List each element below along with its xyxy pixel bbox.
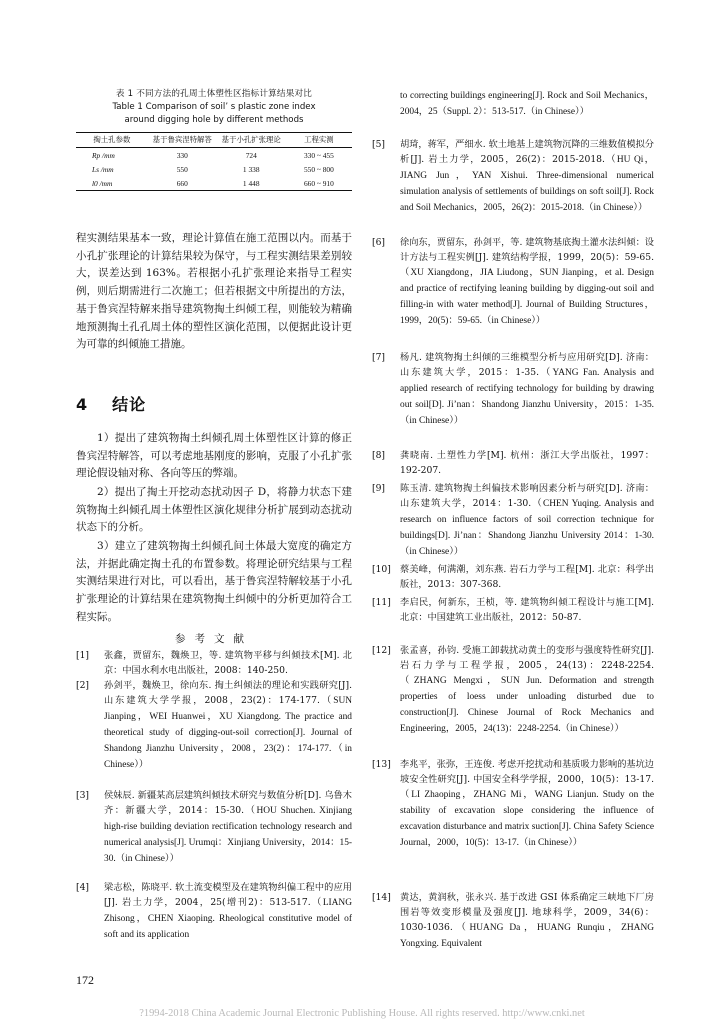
- table-cell: Rp /mm: [92, 150, 115, 160]
- table-cell: l0 /mm: [92, 178, 113, 188]
- reference-cn: 张孟喜，孙钧. 受施工卸载扰动黄土的变形与强度特性研究[J]. 岩石力学与工程学报，2005，24(13)：2248-2254.: [400, 645, 654, 671]
- table-header-cell: 工程实测: [304, 135, 334, 144]
- reference-number: [10]: [372, 564, 391, 575]
- reference-item: [372, 890, 654, 952]
- references-heading: 参考文献: [175, 633, 253, 645]
- reference-item: [372, 137, 654, 216]
- table-cell: 550 ~ 800: [303, 164, 334, 174]
- table-cell: 550: [176, 164, 188, 174]
- table-row: [76, 176, 352, 191]
- table-caption: [76, 88, 352, 127]
- reference-cn: 龚晓南. 土塑性力学[M]. 杭州：浙江大学出版社，1997：192-207.: [400, 450, 654, 476]
- reference-cn: 黄达，黄润秋，张永兴. 基于改进 GSI 体系确定三峡地下厂房围岩等效变形模量及强度[J]. 地球科学，2009，34(6)：1030-1036.: [400, 892, 654, 933]
- reference-en: （LI Zhaoping，ZHANG Mi，WANG Lianjun. Study on the stability of excavation slope considering the influence of excavation disturbance and matrix suction[J]. China Safety Science Journal，2000，10(5)：13-17.（in Chinese））: [400, 790, 654, 848]
- reference-en: （HOU Shuchen. Xinjiang high-rise building deviation rectification technology research and numerical analysis[J]. Urumqi：Xinjiang University，2014：15-30.（in Chinese））: [104, 806, 352, 864]
- reference-cn: 孙剑平，魏焕卫，徐向东. 掏土纠倾法的理论和实践研究[J]. 山东建筑大学学报，2008，23(2)：174-177.: [104, 680, 352, 706]
- table-cell: 330 ~ 455: [303, 150, 334, 160]
- table-header-cell: 掏土孔参数: [93, 135, 131, 144]
- table-caption-en-line2: around digging hole by different methods: [124, 115, 304, 125]
- reference-cn: 胡琦，蒋军，严细水. 软土地基上建筑物沉降的三维数值模拟分析[J]. 岩土力学，2005，26(2)：2015-2018.: [400, 139, 654, 165]
- reference-cn: 梁志松，陈晓平. 软土流变模型及在建筑物纠偏工程中的应用[J]. 岩土力学，2004，25(增刊2)：513-517.: [104, 882, 352, 908]
- conclusion-2: 2）提出了掏土开挖动态扰动因子 D，将静力状态下建筑物掏土纠倾孔周土体塑性区演化规律分析扩展到动态扰动状态下的分析。: [76, 486, 352, 534]
- reference-number: [1]: [76, 650, 90, 661]
- reference-item: [76, 678, 352, 773]
- reference-en: （SUN Jianping，WEI Huanwei，XU Xiangdong. The practice and theoretical study of digging-out-soil correction[J]. Journal of Shandong Jianzhu University，2008，23(2)：174-177.（in Chinese））: [104, 696, 352, 770]
- reference-number: [6]: [372, 237, 386, 248]
- table-cell: 660: [176, 178, 188, 188]
- reference-en: （HU Qi，JIANG Jun，YAN Xishui. Three-dimensional numerical simulation analysis of settlements of buildings on soft soil[J]. Rock and Soil Mechanics，2005，26(2)：2015-2018.（in Chinese））: [400, 155, 654, 213]
- table-cell: 1 448: [242, 178, 260, 188]
- reference-number: [7]: [372, 352, 386, 363]
- reference-item: [76, 880, 352, 943]
- reference-item: [372, 481, 654, 560]
- reference-cn: 李兆平，张弥，王连俊. 考虑开挖扰动和基质吸力影响的基坑边坡安全性研究[J]. 中国安全科学学报，2000，10(5)：13-17.: [400, 759, 654, 785]
- reference-number: [3]: [76, 790, 90, 801]
- reference-cn: 侯妹辰. 新疆某高层建筑纠倾技术研究与数值分析[D]. 乌鲁木齐：新疆大学，2014：15-30.: [104, 790, 352, 816]
- reference-item: [372, 643, 654, 737]
- reference-cn: 蔡美峰，何满潮，刘东燕. 岩石力学与工程[M]. 北京：科学出版社，2013：307-368.: [400, 564, 654, 590]
- reference-cn: 张鑫，贾留东，魏焕卫，等. 建筑物平移与纠倾技术[M]. 北京：中国水利水电出版社，2008：140-250.: [104, 650, 352, 676]
- reference-cn: 杨凡. 建筑物掏土纠倾的三维模型分析与应用研究[D]. 济南：山东建筑大学，2015：1-35.: [400, 352, 654, 378]
- table-row: [76, 148, 352, 163]
- table-cell: 724: [245, 150, 257, 160]
- table-header-cell: 基于小孔扩张理论: [221, 135, 281, 144]
- conclusion-1: 1）提出了建筑物掏土纠倾孔周土体塑性区计算的修正鲁宾涅特解答，可以考虑地基刚度的影响，克服了小孔扩张理论假设轴对称、各向等压的弊端。: [76, 432, 352, 480]
- reference-number: [11]: [372, 597, 391, 608]
- reference-item: [76, 648, 352, 678]
- reference-number: [14]: [372, 892, 391, 903]
- reference-en: to correcting buildings engineering[J]. Rock and Soil Mechanics，2004，25（Suppl. 2）：513-517.（in Chinese））: [400, 91, 654, 117]
- copyright-footer: ?1994-2018 China Academic Journal Electronic Publishing House. All rights reserved. http://www.cnki.net: [139, 1008, 585, 1019]
- reference-item: [372, 448, 654, 478]
- reference-item: [372, 595, 654, 625]
- reference-item: [372, 88, 654, 120]
- reference-item: [372, 350, 654, 429]
- reference-number: [9]: [372, 483, 386, 494]
- reference-en: （YANG Fan. Analysis and applied research of rectifying technology for building by drawing out soil[D]. Ji’nan：Shandong Jianzhu University，2015：1-35.（in Chinese））: [400, 368, 654, 426]
- reference-en: （CHEN Yuqing. Analysis and research on influence factors of soil correction technique for buildings[D]. Ji’nan：Shandong Jianzhu University 2014：1-30.（in Chinese））: [400, 499, 654, 557]
- reference-number: [8]: [372, 450, 386, 461]
- reference-item: [372, 757, 654, 851]
- reference-cn: 陈玉清. 建筑物掏土纠偏技术影响因素分析与研究[D]. 济南：山东建筑大学，2014：1-30.: [400, 483, 654, 509]
- comparison-table: [76, 132, 352, 191]
- reference-cn: 李启民，何新东，王桢，等. 建筑物纠倾工程设计与施工[M]. 北京：中国建筑工业出版社，2012：50-87.: [400, 597, 654, 623]
- reference-en: （ZHANG Mengxi，SUN Jun. Deformation and strength properties of loess under unloading disturbed due to construction[J]. Chinese Journal of Rock Mechanics and Engineering，2005，24(13)：2248-2254.（in Chinese））: [400, 676, 654, 734]
- reference-number: [2]: [76, 680, 90, 691]
- section-heading: [76, 392, 170, 415]
- table-row: [76, 162, 352, 176]
- reference-number: [4]: [76, 882, 90, 893]
- table-caption-cn: 表 1 不同方法的孔周土体塑性区指标计算结果对比: [115, 89, 313, 99]
- table-cell: 1 338: [242, 164, 260, 174]
- reference-item: [372, 235, 654, 329]
- reference-number: [12]: [372, 645, 391, 656]
- table-cell: 330: [176, 150, 188, 160]
- page-number: 172: [76, 973, 94, 987]
- body-paragraph: 程实测结果基本一致，理论计算值在施工范围以内。而基于小孔扩张理论的计算结果较为保守，与工程实测结果差别较大，误差达到 163%。若根据小孔扩张理论来指导工程实例，则后期需进行二次施工；但若根据文中所提出的方法，基于鲁宾涅特解来指导建筑物掏土纠倾工程，则能较为精确地预测掏土孔孔周土体的塑性区演化范围，以便据此设计更为可靠的纠倾施工措施。: [76, 232, 352, 351]
- reference-number: [13]: [372, 759, 391, 770]
- reference-number: [5]: [372, 139, 386, 150]
- reference-en: （HUANG Da，HUANG Runqiu，ZHANG Yongxing. Equivalent: [400, 923, 654, 949]
- table-header-row: [76, 133, 352, 148]
- reference-item: [76, 788, 352, 867]
- conclusion-3: 3）建立了建筑物掏土纠倾孔间土体最大宽度的确定方法，并据此确定掏土孔的布置参数。将理论研究结果与工程实测结果进行对比，可以看出，基于鲁宾涅特解较基于小孔扩张理论的计算结果在建筑物掏土纠倾中的分析更加符合工程实际。: [76, 540, 352, 623]
- reference-en: （XU Xiangdong，JIA Liudong，SUN Jianping，et al. Design and practice of rectifying leaning building by digging-out soil and filling-in with water method[J]. Journal of Building Structures，1999，20(5)：59-65.（in Chinese））: [400, 268, 654, 326]
- reference-cn: 徐向东，贾留东，孙剑平，等. 建筑物基底掏土灌水法纠倾：设计方法与工程实例[J]. 建筑结构学报，1999，20(5)：59-65.: [400, 237, 654, 263]
- table-cell: Ls /mm: [92, 164, 114, 174]
- table-header-cell: 基于鲁宾涅特解答: [152, 135, 212, 144]
- section-title: 结论: [112, 395, 147, 414]
- reference-item: [372, 562, 654, 592]
- section-number: 4: [76, 395, 89, 414]
- reference-en: （LIANG Zhisong，CHEN Xiaoping. Rheological constitutive model of soft and its application: [104, 898, 352, 940]
- table-caption-en-line1: Table 1 Comparison of soil’ s plastic zone index: [112, 102, 316, 112]
- table-cell: 660 ~ 910: [303, 178, 334, 188]
